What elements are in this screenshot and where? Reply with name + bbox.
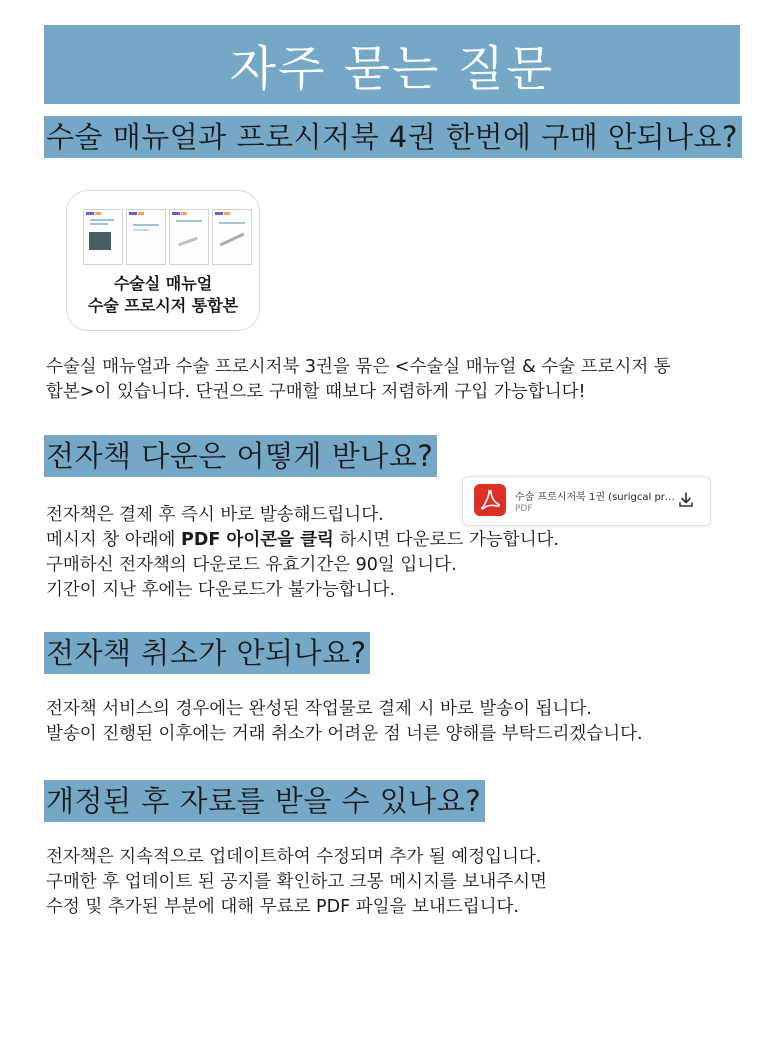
faq-answer-3: 전자책 서비스의 경우에는 완성된 작업물로 결제 시 바로 발송이 됩니다. 발송이 진행된 이후에는 거래 취소가 어려운 점 너른 양해를 부탁드리겠습니다. <box>46 699 643 744</box>
faq-question-2: 전자책 다운은 어떻게 받나요? <box>44 435 437 477</box>
product-card-image <box>66 190 260 331</box>
faq-question-1: 수술 매뉴얼과 프로시저북 4권 한번에 구매 안되나요? <box>44 116 742 158</box>
faq-question-4: 개정된 후 자료를 받을 수 있나요? <box>44 780 485 822</box>
page-title-banner <box>44 25 740 104</box>
book-thumbnail <box>83 209 123 265</box>
faq-question-3: 전자책 취소가 안되나요? <box>44 632 370 674</box>
download-icon[interactable] <box>677 491 695 509</box>
book-thumbnail <box>212 209 252 265</box>
book-thumbnail <box>169 209 209 265</box>
page-title: 자주 묻는 질문 <box>229 41 555 97</box>
faq-answer-4: 전자책은 지속적으로 업데이트하여 수정되며 추가 될 예정입니다. 구매한 후 업데이트 된 공지를 확인하고 크몽 메시지를 보내주시면 수정 및 추가된 부분에 대해 무료로 PDF 파일을 보내드립니다. <box>46 847 547 917</box>
faq-answer-2: 전자책은 결제 후 즉시 바로 발송해드립니다. 메시지 창 아래에 PDF 아이콘을 클릭 하시면 다운로드 가능합니다. 구매하신 전자책의 다운로드 유효기간은 90일 입니다. 기간이 지난 후에는 다운로드가 불가능합니다. <box>46 505 560 600</box>
product-card-title: 수술실 매뉴얼 수술 프로시저 통합본 <box>87 274 239 315</box>
faq-answer-1: 수술실 매뉴얼과 수술 프로시저북 3권을 묶은 <수술실 매뉴얼 & 수술 프로시저 통 합본>이 있습니다. 단권으로 구매할 때보다 저렴하게 구입 가능합니다! <box>46 357 671 402</box>
pdf-filetype: PDF <box>515 504 533 514</box>
book-thumbnails <box>83 209 252 265</box>
book-thumbnail <box>126 209 166 265</box>
pdf-filename: 수술 프로시저북 1권 (surigcal pr… <box>515 492 675 503</box>
